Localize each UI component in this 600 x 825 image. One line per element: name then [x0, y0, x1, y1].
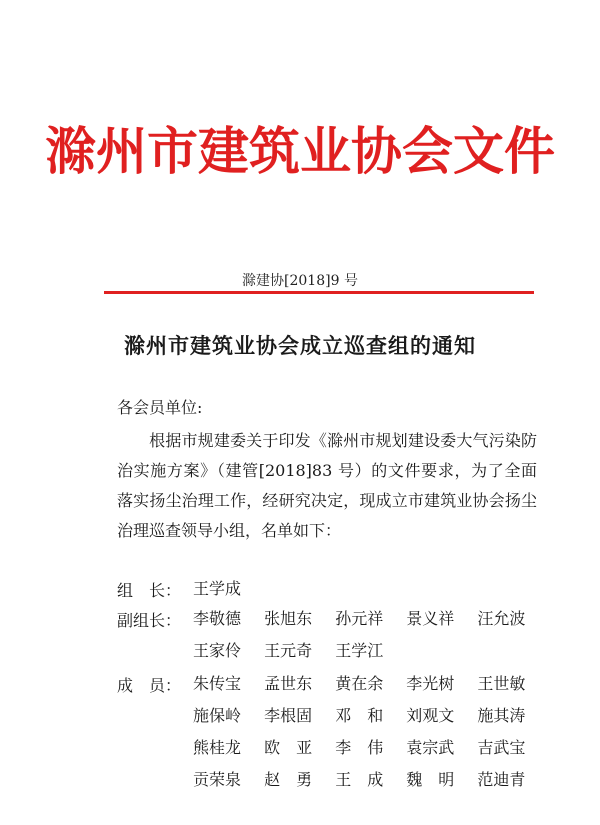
member-name: 张旭东: [264, 609, 313, 628]
member-name: 欧 亚: [264, 738, 313, 757]
leader-names: [193, 578, 553, 610]
member-name: 王世敏: [477, 674, 526, 693]
member-name: 刘观文: [406, 706, 455, 725]
member-name: 邓 和: [335, 706, 384, 725]
name-row: [193, 578, 553, 610]
member-name: 黄在余: [335, 674, 384, 693]
member-name: 孙元祥: [335, 609, 384, 628]
member-name: 熊桂龙: [193, 738, 242, 757]
salutation: 各会员单位:: [117, 398, 203, 417]
member-name: 王 成: [335, 770, 384, 789]
member-names: [193, 673, 553, 801]
deputy-role-label: 副组长：: [117, 611, 182, 630]
body-paragraph: [117, 426, 537, 546]
member-name: 景义祥: [406, 609, 455, 628]
members-role-label: 成 员：: [117, 676, 182, 695]
member-name: 施保岭: [193, 706, 242, 725]
body-text: 根据市规建委关于印发《滁州市规划建设委大气污染防治实施方案》（建管[2018]83 号）的文件要求，为了全面落实扬尘治理工作，经研究决定，现成立市建筑业协会扬尘治理巡查领导小组，名单如下：: [117, 431, 537, 540]
member-name: 朱传宝: [193, 674, 242, 693]
name-row: [193, 608, 553, 640]
member-name: 汪允波: [477, 609, 526, 628]
member-name: 李敬德: [193, 609, 242, 628]
document-number: 滁建协[2018]9 号: [242, 273, 358, 289]
member-name: 贡荣泉: [193, 770, 242, 789]
name-row: [193, 769, 553, 801]
member-name: 王学江: [335, 641, 384, 660]
member-name: 施其涛: [477, 706, 526, 725]
member-name: 王学成: [193, 579, 242, 598]
member-name: 李光树: [406, 674, 455, 693]
member-name: 李 伟: [335, 738, 384, 757]
member-name: 范迪青: [477, 770, 526, 789]
red-divider-line: [104, 291, 534, 294]
name-row: [193, 737, 553, 769]
leader-role-label: 组 长：: [117, 581, 182, 600]
member-name: 吉武宝: [477, 738, 526, 757]
masthead-title: 滁州市建筑业协会文件: [44, 123, 555, 182]
name-row: [193, 640, 553, 672]
notice-title: 滁州市建筑业协会成立巡查组的通知: [124, 333, 476, 358]
member-name: 袁宗武: [406, 738, 455, 757]
name-row: [193, 673, 553, 705]
name-row: [193, 705, 553, 737]
member-name: 孟世东: [264, 674, 313, 693]
member-name: 魏 明: [406, 770, 455, 789]
member-name: 李根固: [264, 706, 313, 725]
member-name: 王家伶: [193, 641, 242, 660]
member-name: 王元奇: [264, 641, 313, 660]
member-name: 赵 勇: [264, 770, 313, 789]
deputy-names: [193, 608, 553, 672]
